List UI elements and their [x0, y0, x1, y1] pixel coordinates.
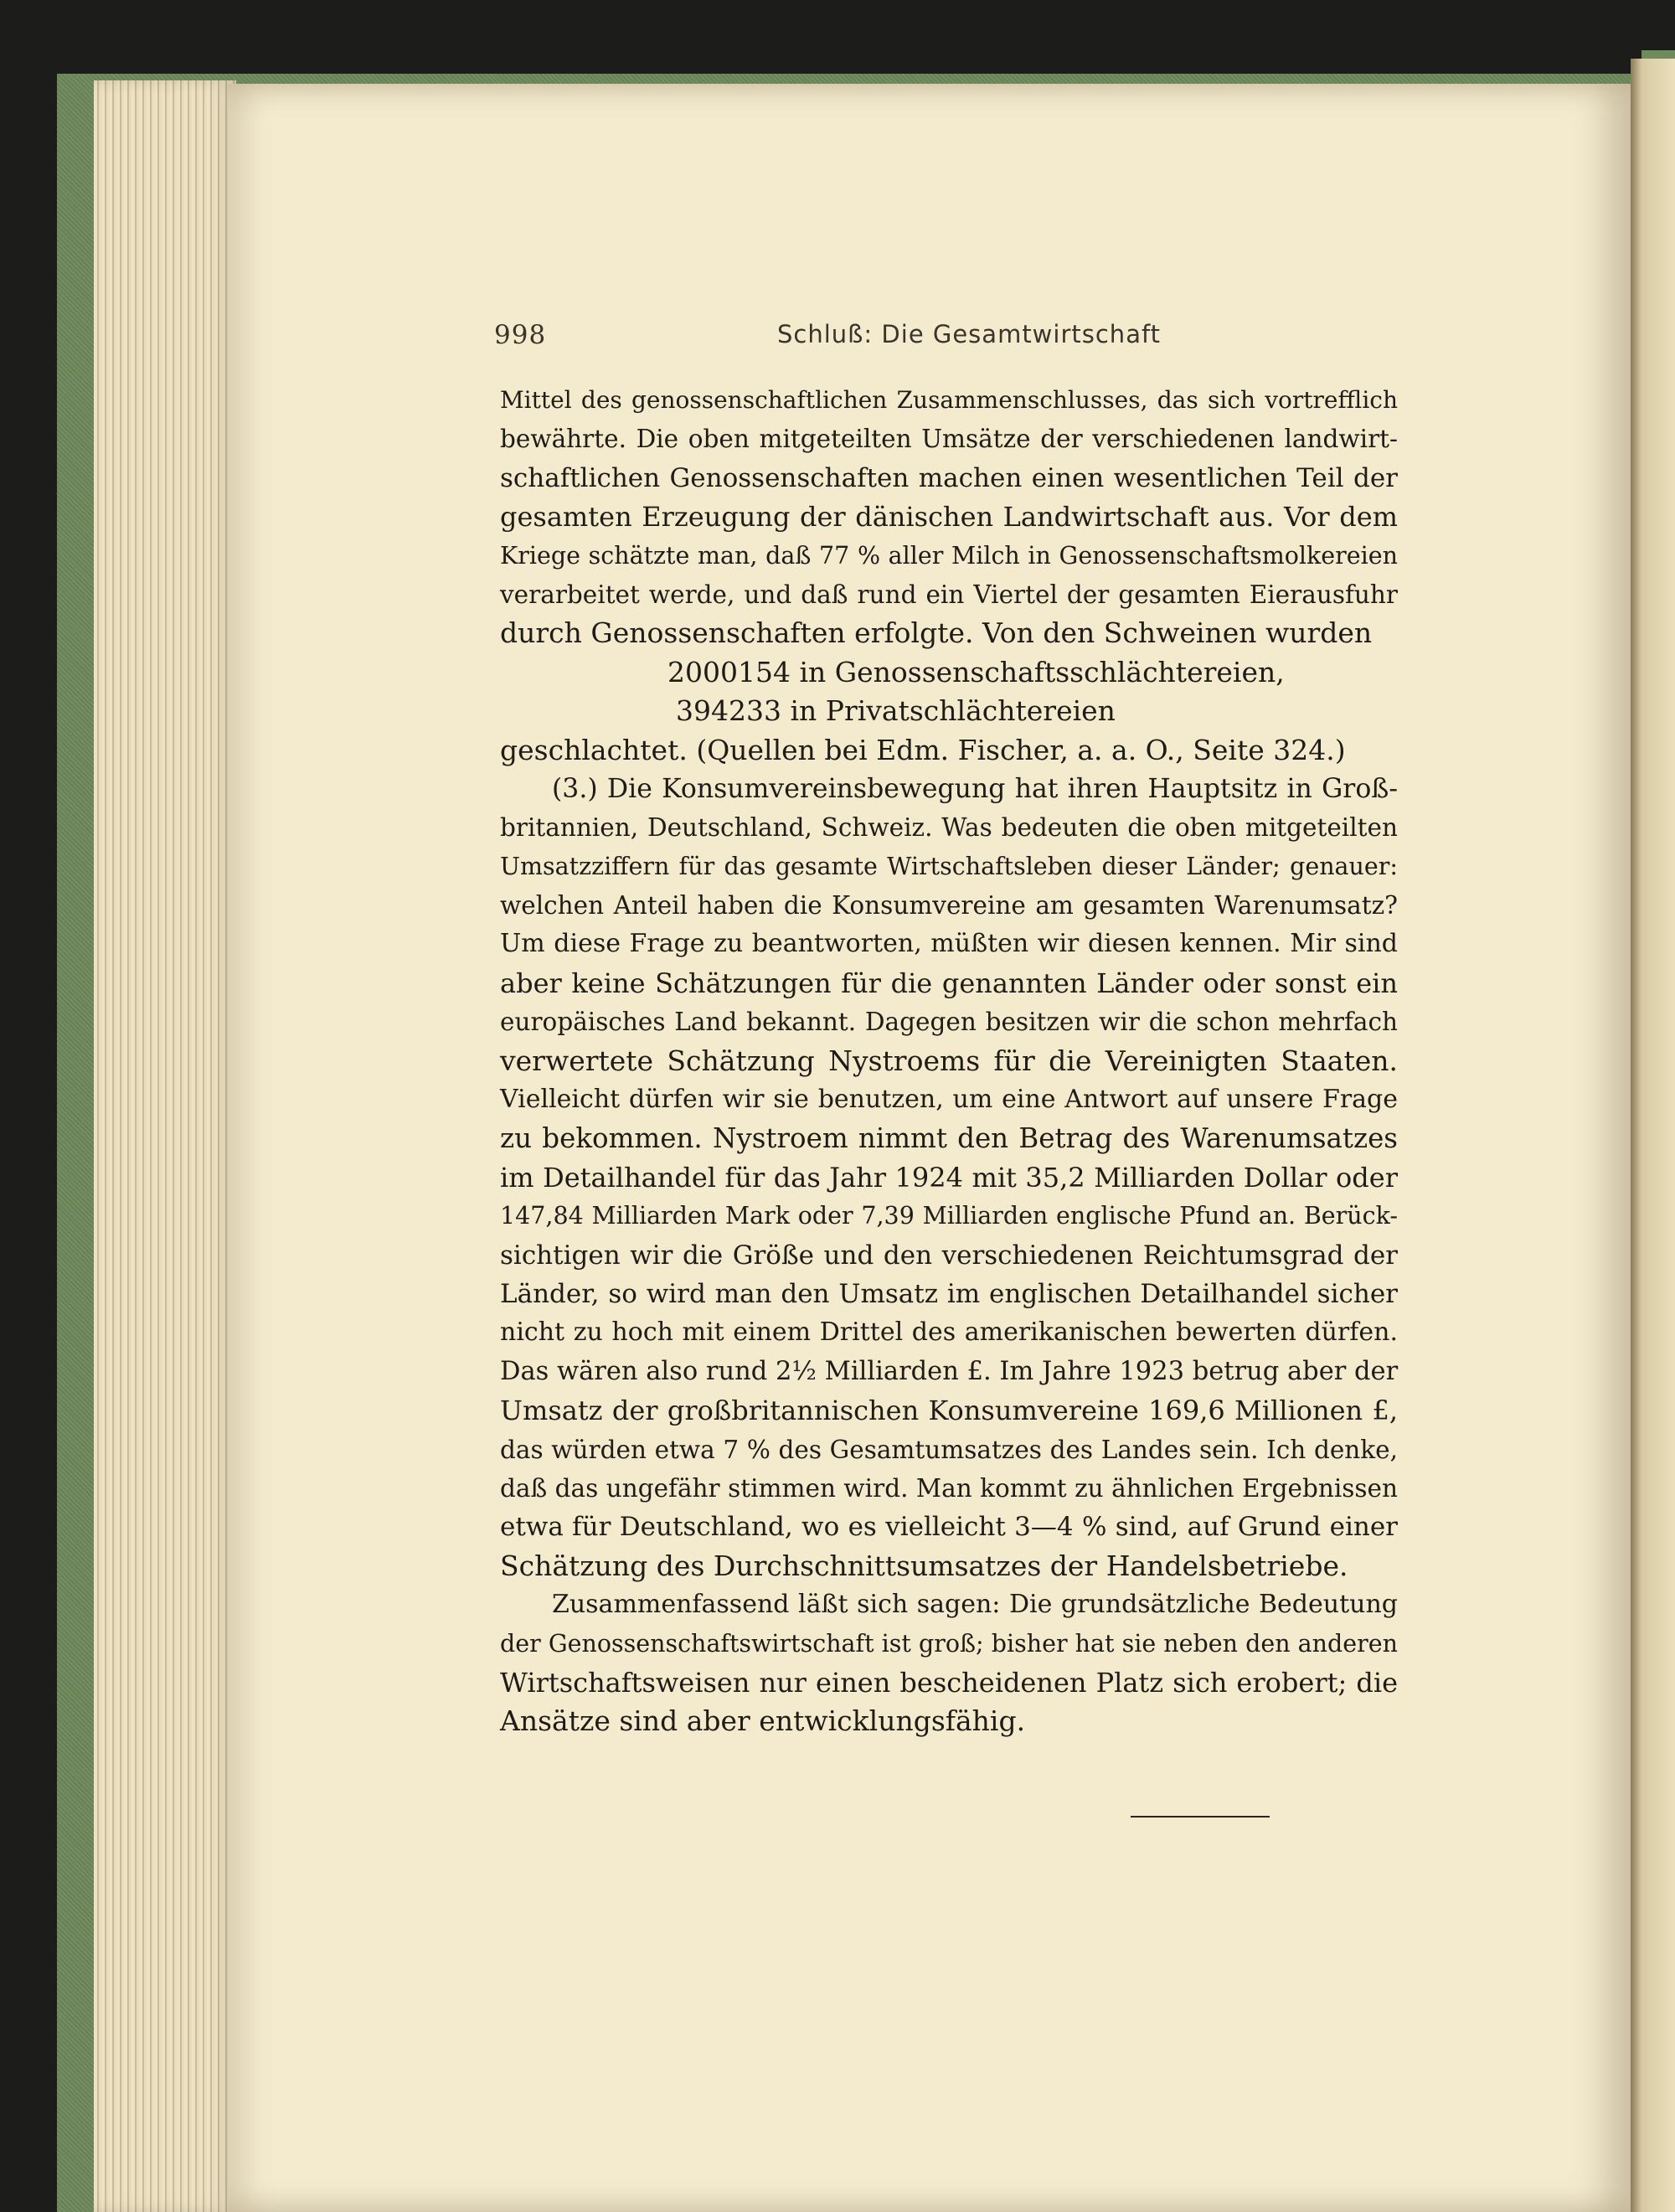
text-line: geschlachtet. (Quellen bei Edm. Fischer, a. a. O., Seite 324.) — [500, 733, 1346, 766]
book-page — [228, 84, 1631, 2212]
text-line: Kriege schätzte man, daß 77 % aller Milch in Genossenschaftsmolkereien — [500, 541, 1398, 570]
text-line: durch Genossenschaften erfolgte. Von den Schweinen wurden — [500, 616, 1373, 650]
text-line: verwertete Schätzung Nystroems für die Vereinigten Staaten. — [500, 1044, 1398, 1077]
text-line: gesamten Erzeugung der dänischen Landwirtschaft aus. Vor dem — [500, 501, 1398, 534]
text-line: 394233 in Privatschlächtereien — [676, 694, 1116, 728]
text-line: europäisches Land bekannt. Dagegen besitzen wir die schon mehrfach — [500, 1008, 1398, 1037]
text-line: schaftlichen Genossenschaften machen einen wesentlichen Teil der — [500, 462, 1398, 493]
text-line: etwa für Deutschland, wo es vielleicht 3—4 % sind, auf Grund einer — [500, 1512, 1398, 1543]
text-line: (3.) Die Konsumvereinsbewegung hat ihren Hauptsitz in Groß- — [552, 773, 1398, 804]
text-line: daß das ungefähr stimmen wird. Man kommt zu ähnlichen Ergebnissen — [500, 1473, 1398, 1503]
text-line: Umsatz der großbritannischen Konsumvereine 169,6 Millionen £, — [500, 1395, 1398, 1427]
facing-page-edge — [1631, 59, 1675, 2212]
text-line: Schätzung des Durchschnittsumsatzes der Handelsbetriebe. — [500, 1549, 1348, 1582]
text-line: Ansätze sind aber entwicklungsfähig. — [500, 1704, 1026, 1738]
text-line: Das wären also rund 2½ Milliarden £. Im Jahre 1923 betrug aber der — [500, 1356, 1399, 1386]
text-line: nicht zu hoch mit einem Drittel des amerikanischen bewerten dürfen. — [500, 1317, 1398, 1348]
page-block-edges — [94, 80, 236, 2212]
running-head: Schluß: Die Gesamtwirtschaft — [777, 320, 1162, 348]
text-line: sichtigen wir die Größe und den verschiedenen Reichtumsgrad der — [500, 1240, 1398, 1271]
text-line: Mittel des genossenschaftlichen Zusammenschlusses, das sich vortrefflich — [500, 386, 1398, 414]
text-line: verarbeitet werde, und daß rund ein Viertel der gesamten Eierausfuhr — [500, 580, 1398, 609]
text-line: zu bekommen. Nystroem nimmt den Betrag des Warenumsatzes — [500, 1122, 1398, 1155]
text-line: Umsatzziffern für das gesamte Wirtschaftsleben dieser Länder; genauer: — [500, 852, 1398, 880]
end-rule — [1131, 1816, 1270, 1818]
text-line: 2000154 in Genossenschaftsschlächtereien, — [667, 655, 1285, 688]
text-line: Zusammenfassend läßt sich sagen: Die grundsätzliche Bedeutung — [552, 1590, 1398, 1620]
text-line: Länder, so wird man den Umsatz im englischen Detailhandel sicher — [500, 1278, 1398, 1309]
text-line: bewährte. Die oben mitgeteilten Umsätze der verschiedenen landwirt- — [500, 425, 1398, 454]
body-text — [500, 381, 1398, 1741]
text-line: Wirtschaftsweisen nur einen bescheidenen Platz sich erobert; die — [500, 1666, 1398, 1699]
text-line: aber keine Schätzungen für die genannten Länder oder sonst ein — [500, 967, 1398, 999]
text-line: Vielleicht dürfen wir sie benutzen, um eine Antwort auf unsere Frage — [500, 1085, 1398, 1115]
text-line: im Detailhandel für das Jahr 1924 mit 35,2 Milliarden Dollar oder — [500, 1161, 1398, 1194]
text-line: welchen Anteil haben die Konsumvereine am gesamten Warenumsatz? — [500, 891, 1398, 920]
text-line: Um diese Frage zu beantworten, müßten wir diesen kennen. Mir sind — [500, 929, 1398, 959]
text-line: britannien, Deutschland, Schweiz. Was bedeuten die oben mitgeteilten — [500, 813, 1398, 843]
page-number: 998 — [494, 320, 547, 350]
text-line: der Genossenschaftswirtschaft ist groß; bisher hat sie neben den anderen — [500, 1629, 1398, 1658]
text-line: 147,84 Milliarden Mark oder 7,39 Milliarden englische Pfund an. Berück- — [500, 1202, 1398, 1230]
text-line: das würden etwa 7 % des Gesamtumsatzes des Landes sein. Ich denke, — [500, 1435, 1398, 1464]
